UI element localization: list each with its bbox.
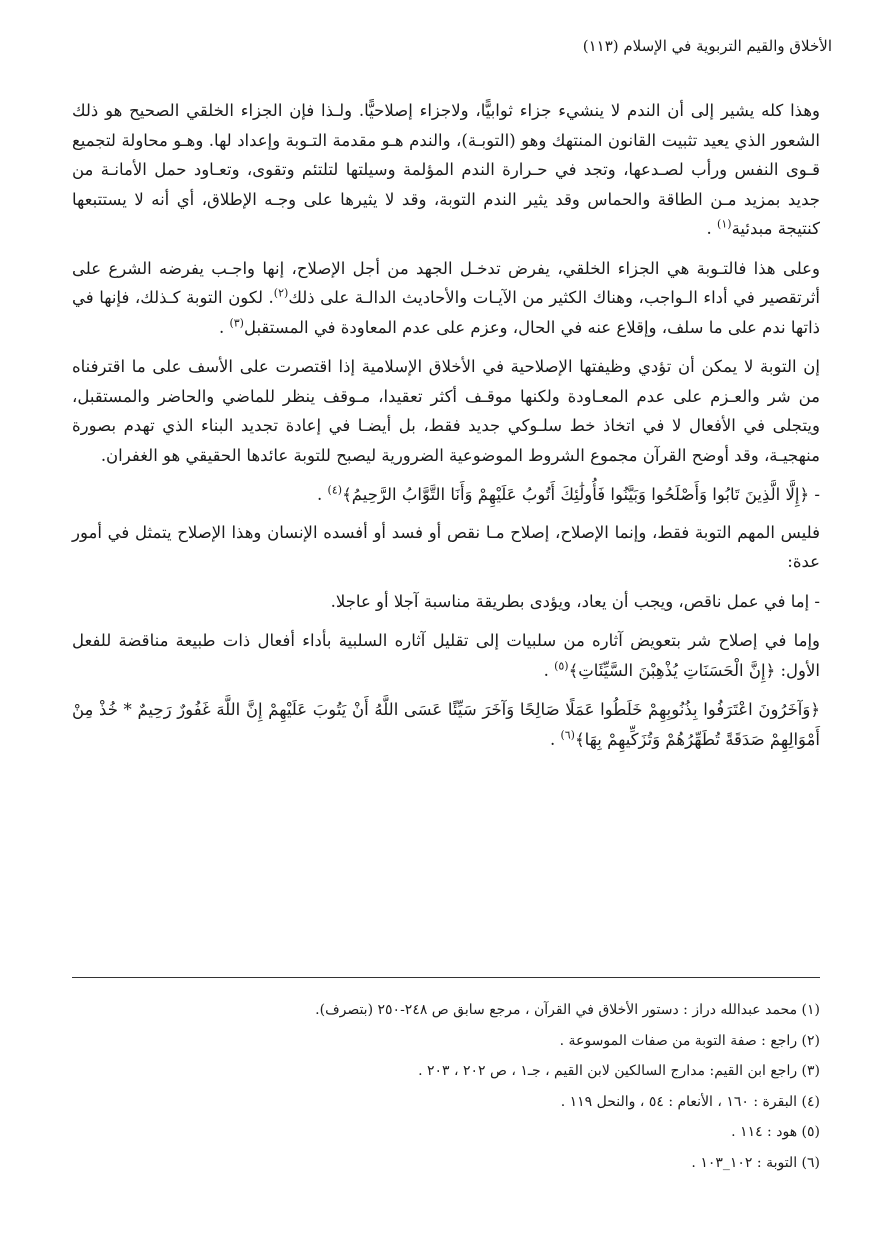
footnote-1: (١) محمد عبدالله دراز : دستور الأخلاق في القرآن ، مرجع سابق ص ٢٤٨-٢٥٠ (بتصرف).: [315, 1002, 820, 1018]
footnotes: [72, 1000, 820, 1184]
running-header: الأخلاق والقيم التربوية في الإسلام (١١٣): [582, 37, 832, 55]
paragraph-moral-penalty: وعلى هذا فالتـوبة هي الجزاء الخلقي، يفرض تدخـل الجهد من أجل الإصلاح، إنها واجـب يفرضه الشرع على أثرتقصير في أداء الـواجب، وهناك الكثير من الآيـات والأحاديث الدالـة على ذلك$^{(٢)}$. لكون التوبة كـذلك، فإنها في ذاتها ندم على ما سلف، وإقلاع عنه في الحال، وعزم على عدم المعاودة في المستقبل$^{(٣)}$ .: [72, 258, 820, 337]
paragraph-reform-function: إن التوبة لا يمكن أن تؤدي وظيفتها الإصلاحية في الأخلاق الإسلامية إذا اقتصرت على الأسف على ما اقترفناه من شر والعـزم على عدم المعـاودة ولكنها موقـف أكثر تعقيدا، مـوقف ينظر للماضي والحاضر والمستقبل، ويتجلى في الأفعال لا في اتخاذ خط سلـوكي جديد فقط، بل أيضـا في إعادة تجديد البناء الذي تهدم بصورة منهجيـة، وقد أوضح القرآن مجموع الشروط الموضوعية الضرورية ليصبح للتوبة عائدها الحقيقي هو الغفران.: [72, 357, 820, 465]
quran-verse-1: - ﴿إِلَّا الَّذِينَ تَابُوا وَأَصْلَحُوا وَبَيَّنُوا فَأُولَٰئِكَ أَتُوبُ عَلَيْهِمْ وَأَنَا التَّوَّابُ الرَّحِيمُ﴾$^{(٤)}$ .: [317, 483, 820, 504]
footnote-5: (٥) هود : ١١٤ .: [731, 1124, 820, 1141]
footnote-ref-1[interactable]: (١): [717, 217, 732, 231]
footnote-ref-4[interactable]: (٤): [327, 483, 343, 497]
footnote-ref-3[interactable]: (٣): [229, 316, 244, 329]
footnote-ref-6[interactable]: (٦): [560, 728, 575, 741]
list-item-incomplete-work: - إما في عمل ناقص، ويجب أن يعاد، ويؤدى بطريقة مناسبة آجلا أو عاجلا.: [330, 591, 820, 611]
footnote-6: (٦) التوبة : ١٠٢_١٠٣ .: [691, 1154, 820, 1171]
footnote-2: (٢) راجع : صفة التوبة من صفات الموسوعة .: [559, 1032, 820, 1049]
paragraph-reform-matters: فليس المهم التوبة فقط، وإنما الإصلاح، إصلاح مـا نقص أو فسد أو أفسده الإنسان وهذا الإصلاح يتمثل في أمور عدة:: [72, 522, 820, 571]
paragraph-repentance-intro: وهذا كله يشير إلى أن الندم لا ينشيء جزاء ثوابيًّا، ولاجزاء إصلاحيًّا. ولـذا فإن الجزاء الخلقي الصحيح هو ذلك الشعور الذي يعيد تثبيت القانون المنتهك وهو (التوبـة)، والندم هـو مقدمة التـوبة وإعداد لها. وهـو محاولة لتجميع قـوى النفس ورأب لصـدعها، وتجد في حـرارة الندم المؤلمة وسيلتها لتلتئم وتقوى، وتعـاود حمل الأمانـة من جديد بمزيد مـن الطاقة والحماس وقد يثير الندم التوبة، وقد لا يثيرها على وجـه الإطلاق، أي أنه لا يستتبعها كنتيجة مبدئية$^{(١)}$ .: [72, 101, 820, 238]
paragraph-repair-evil: وإما في إصلاح شر بتعويض آثاره من سلبيات إلى تقليل آثاره السلبية بأداء أفعال ذات طبيعة مناقضة للفعل الأول: ﴿إِنَّ الْحَسَنَاتِ يُذْهِبْنَ السَّيِّئَاتِ﴾$^{(٥)}$ .: [72, 631, 820, 680]
footnote-ref-2[interactable]: (٢): [273, 286, 289, 300]
quran-verse-2: ﴿وَآخَرُونَ اعْتَرَفُوا بِذُنُوبِهِمْ خَلَطُوا عَمَلًا صَالِحًا وَآخَرَ سَيِّئًا عَسَى اللَّهُ أَنْ يَتُوبَ عَلَيْهِمْ إِنَّ اللَّهَ غَفُورٌ رَحِيمٌ * خُذْ مِنْ أَمْوَالِهِمْ صَدَقَةً تُطَهِّرُهُمْ وَتُزَكِّيهِمْ بِهَا﴾$^{(٦)}$ .: [72, 700, 820, 749]
footnote-3: (٣) راجع ابن القيم: مدارج السالكين لابن القيم ، جـ١ ، ص ٢٠٢ ، ٢٠٣ .: [418, 1063, 820, 1080]
footnote-separator: [72, 977, 820, 978]
footnote-4: (٤) البقرة : ١٦٠ ، الأنعام : ٥٤ ، والنحل ١١٩ .: [560, 1093, 820, 1110]
footnote-ref-5[interactable]: (٥): [554, 659, 569, 672]
body-text: [72, 96, 820, 762]
